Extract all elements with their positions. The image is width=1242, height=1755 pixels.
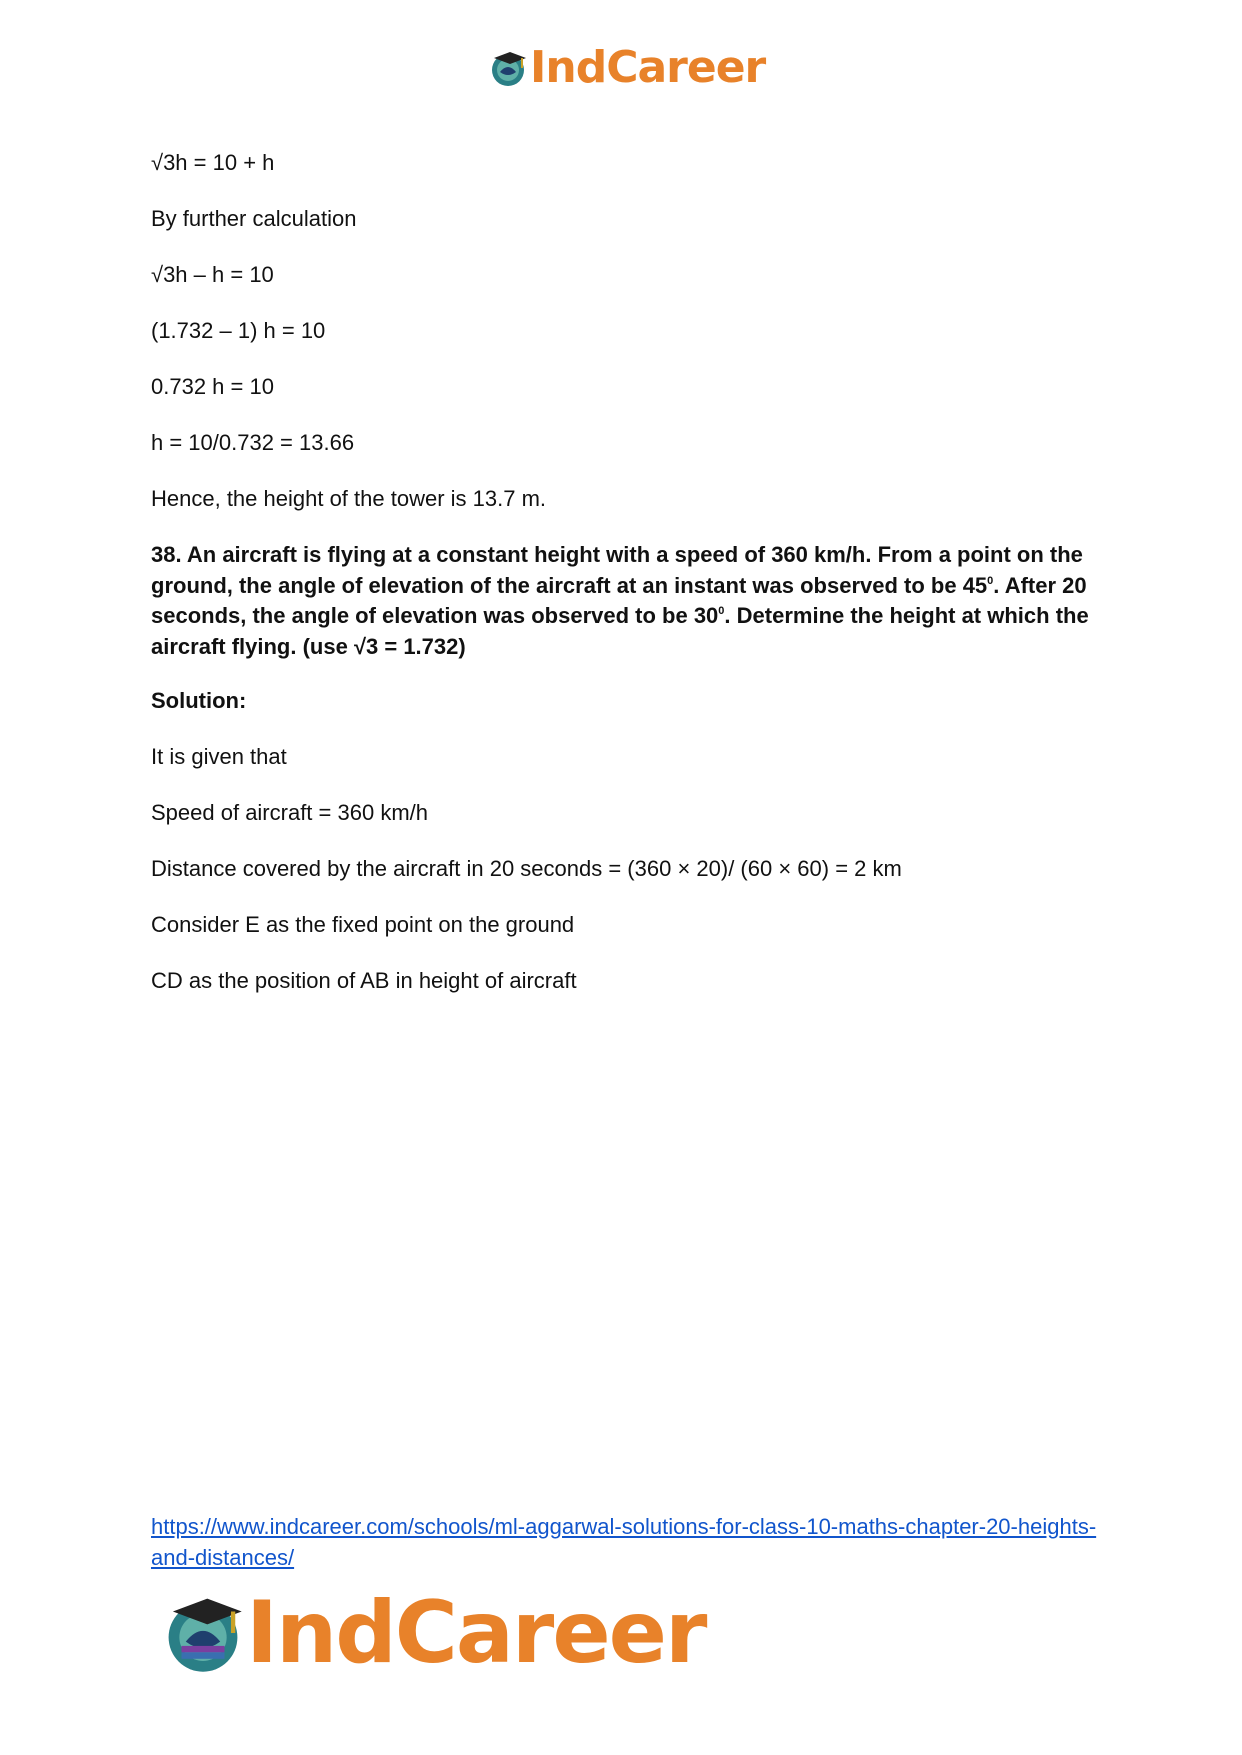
graduation-globe-icon (488, 48, 528, 88)
text-line: CD as the position of AB in height of aircraft (151, 968, 577, 993)
text-line: By further calculation (151, 206, 357, 231)
header-logo-text: IndCareer (530, 42, 766, 93)
footer-logo-text: IndCareer (246, 1583, 706, 1683)
document-body (151, 148, 1091, 1022)
degree-superscript: 0 (987, 574, 994, 587)
text-line: √3h = 10 + h (151, 150, 275, 175)
text-line: Speed of aircraft = 360 km/h (151, 800, 428, 825)
question-text-part3: . Determine the height at which the aircraft flying. (use √3 = 1.732) (151, 603, 1089, 659)
question-text-part2: . After 20 seconds, the angle of elevation was observed to be 30 (151, 572, 1087, 628)
header-logo (488, 42, 765, 94)
text-line: h = 10/0.732 = 13.66 (151, 430, 355, 455)
graduation-globe-icon (160, 1590, 246, 1676)
question-text-part1: 38. An aircraft is flying at a constant height with a speed of 360 km/h. From a point on the ground, the angle of elevation of the aircraft at an instant was observed to be 45 (151, 542, 1083, 598)
text-line: √3h – h = 10 (151, 262, 274, 287)
text-line: Consider E as the fixed point on the ground (151, 912, 575, 937)
footer-logo (160, 1583, 706, 1683)
question-38 (151, 540, 1091, 662)
source-link[interactable]: https://www.indcareer.com/schools/ml-aggarwal-solutions-for-class-10-maths-chapter-20-heights-and-distances/ (151, 1514, 1097, 1570)
answer-line: Hence, the height of the tower is 13.7 m. (151, 486, 547, 511)
degree-superscript: 0 (718, 605, 725, 617)
solution-heading: Solution: (151, 688, 247, 713)
text-line: 0.732 h = 10 (151, 374, 274, 399)
text-line: It is given that (151, 744, 287, 769)
text-line: (1.732 – 1) h = 10 (151, 318, 326, 343)
text-line: Distance covered by the aircraft in 20 seconds = (360 × 20)/ (60 × 60) = 2 km (151, 856, 902, 881)
